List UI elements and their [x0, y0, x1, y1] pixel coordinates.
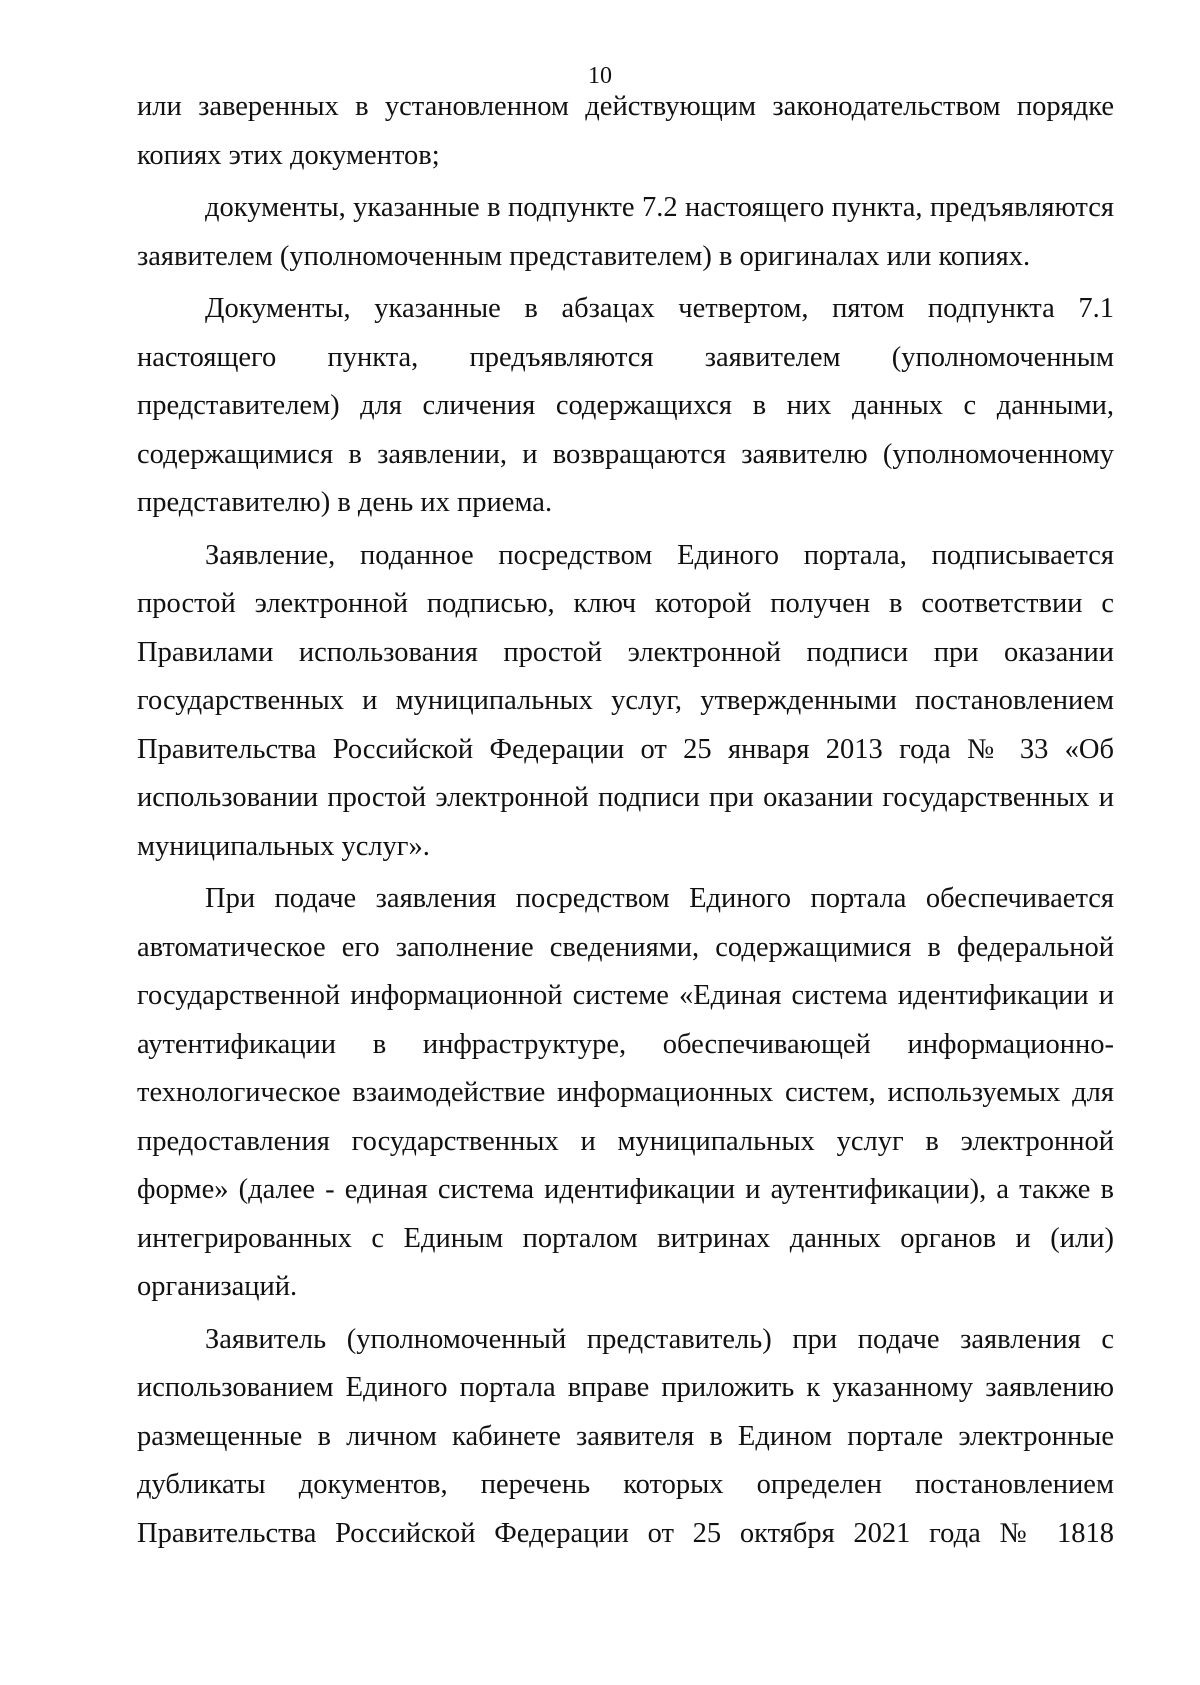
paragraph-electronic-signature: Заявление, поданное посредством Единого портала, подписывается простой электронной подписью, ключ которой получен в соответствии с Правилами использования простой электронной подписи при оказании государственных и муниципальных услуг, утвержденными постановлением Правительства Российской Федерации от 25 января 2013 года № 33 «Об использовании простой электронной подписи при оказании государственных и муниципальных услуг». — [137, 539, 1114, 862]
document-body — [137, 83, 1114, 1558]
paragraph-continuation: или заверенных в установленном действующим законодательством порядке копиях этих документов; — [137, 91, 1114, 171]
page-number: 10 — [588, 63, 612, 89]
paragraph-attach-duplicates: Заявитель (уполномоченный представитель) при подаче заявления с использованием Единого портала вправе приложить к указанному заявлению размещенные в личном кабинете заявителя в Едином портале электронные дубликаты документов, перечень которых определен постановлением Правительства Российской Федерации от 25 октября 2021 года № 1818 — [137, 1323, 1114, 1549]
paragraph-autofill: При подаче заявления посредством Единого портала обеспечивается автоматическое его заполнение сведениями, содержащимися в федеральной государственной информационной системе «Единая система идентификации и аутентификации в инфраструктуре, обеспечивающей информационно-технологическое взаимодействие информационных систем, используемых для предоставления государственных и муниципальных услуг в электронной форме» (далее - единая система идентификации и аутентификации), а также в интегрированных с Единым порталом витринах данных органов и (или) организаций. — [137, 883, 1114, 1302]
paragraph-documents-7-1: Документы, указанные в абзацах четвертом, пятом подпункта 7.1 настоящего пункта, предъявляются заявителем (уполномоченным представителем) для сличения содержащихся в них данных с данными, содержащимися в заявлении, и возвращаются заявителю (уполномоченному представителю) в день их приема. — [137, 293, 1114, 518]
paragraph-documents-7-2: документы, указанные в подпункте 7.2 настоящего пункта, предъявляются заявителем (уполномоченным представителем) в оригиналах или копиях. — [137, 192, 1114, 272]
